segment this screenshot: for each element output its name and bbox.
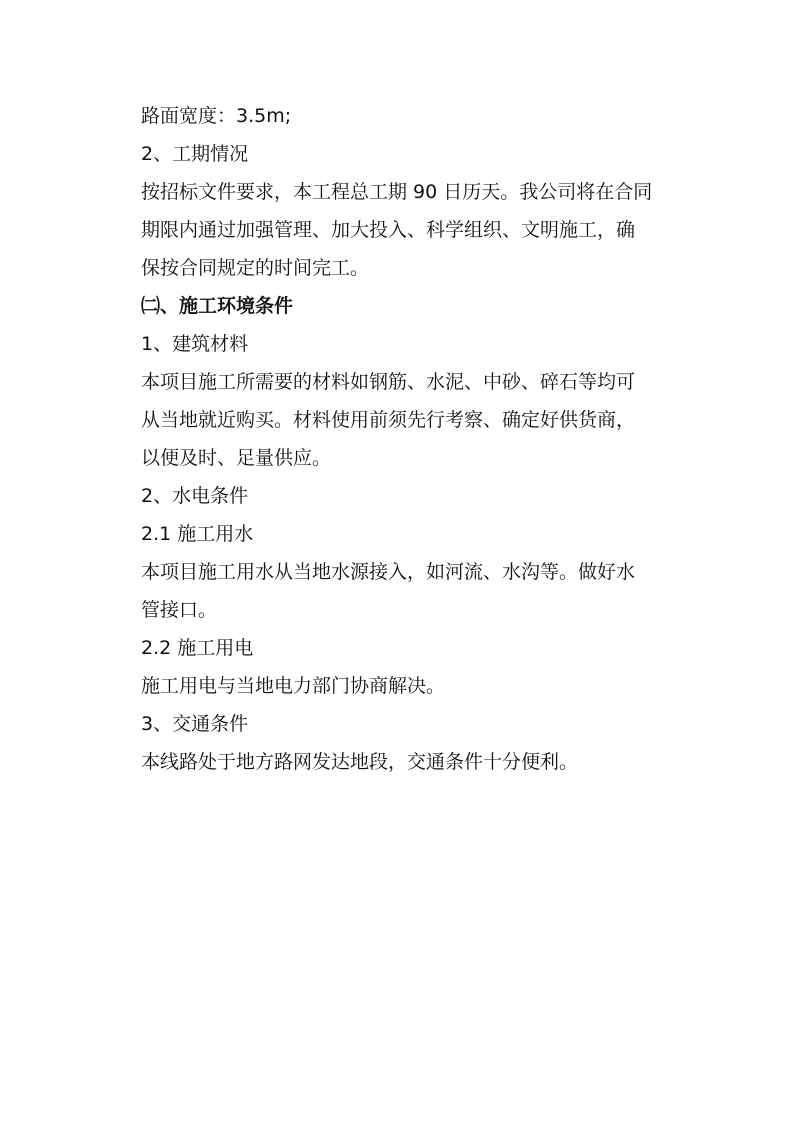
road-width-line: 路面宽度：3.5m;	[141, 105, 292, 127]
paragraph-line: 按招标文件要求，本工程总工期 90 日历天。我公司将在合同	[141, 181, 653, 203]
paragraph-line: 本项目施工用水从当地水源接入，如河流、水沟等。做好水	[141, 561, 636, 583]
subheading-materials: 1、建筑材料	[141, 333, 249, 355]
subheading-water: 2.1 施工用水	[141, 523, 254, 545]
subheading-traffic: 3、交通条件	[141, 713, 249, 735]
paragraph-line: 保按合同规定的时间完工。	[141, 257, 370, 279]
subheading-power: 2.2 施工用电	[141, 637, 254, 659]
section-heading-environment: ㈡、施工环境条件	[141, 295, 294, 317]
section-heading-schedule: 2、工期情况	[141, 143, 249, 165]
document-body	[141, 97, 701, 781]
subheading-water-power: 2、水电条件	[141, 485, 249, 507]
paragraph-line: 以便及时、足量供应。	[141, 447, 332, 469]
paragraph-line: 本项目施工所需要的材料如钢筋、水泥、中砂、碎石等均可	[141, 371, 636, 393]
paragraph-line: 本线路处于地方路网发达地段，交通条件十分便利。	[141, 751, 579, 773]
paragraph-line: 管接口。	[141, 599, 218, 621]
paragraph-line: 从当地就近购买。材料使用前须先行考察、确定好供货商，	[141, 409, 636, 431]
paragraph-line: 期限内通过加强管理、加大投入、科学组织、文明施工，确	[141, 219, 636, 241]
paragraph-line: 施工用电与当地电力部门协商解决。	[141, 675, 446, 697]
